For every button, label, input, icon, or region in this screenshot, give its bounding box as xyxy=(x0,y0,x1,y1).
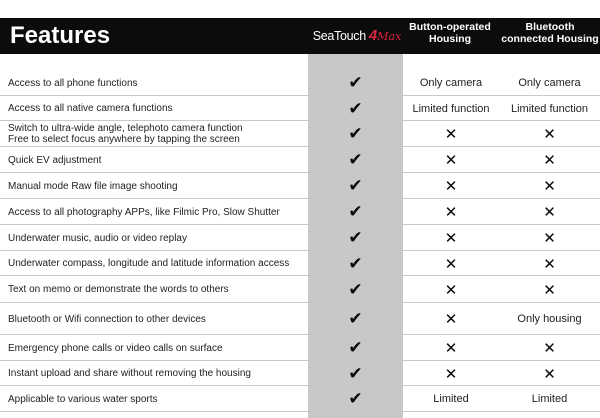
page-title: Features xyxy=(10,22,111,49)
check-icon: ✔ xyxy=(348,150,363,169)
bluetooth-cell xyxy=(499,173,600,199)
bluetooth-cell xyxy=(499,386,600,412)
seatouch-cell xyxy=(308,96,403,121)
brand-suffix: Max xyxy=(377,30,402,43)
table-row xyxy=(0,386,600,412)
seatouch-cell xyxy=(308,121,403,147)
button-cell xyxy=(403,173,499,199)
seatouch-cell xyxy=(308,386,403,412)
seatouch-cell xyxy=(308,147,403,173)
feature-label xyxy=(8,147,300,173)
cross-icon: ✕ xyxy=(543,340,556,357)
cell-text: Only housing xyxy=(517,313,582,325)
cell-text: Only camera xyxy=(518,77,581,89)
bluetooth-cell xyxy=(499,303,600,335)
feature-label-line: Applicable to various water sports xyxy=(8,393,158,405)
button-cell xyxy=(403,335,499,361)
table-row xyxy=(0,225,600,251)
feature-label-line: Text on memo or demonstrate the words to others xyxy=(8,284,229,295)
cell-text: Limited function xyxy=(510,102,589,115)
button-cell xyxy=(403,147,499,173)
table-row xyxy=(0,173,600,199)
table-row xyxy=(0,361,600,386)
feature-label xyxy=(8,173,300,199)
cell-text: Limited xyxy=(531,393,568,405)
feature-label-line: Instant upload and share without removing the housing xyxy=(8,368,251,379)
feature-label-line: Switch to ultra-wide angle, telephoto camera function xyxy=(8,123,243,134)
brand-number: 4 xyxy=(368,27,378,44)
cross-icon: ✕ xyxy=(543,204,556,221)
table-row xyxy=(0,303,600,335)
feature-label xyxy=(8,303,300,335)
feature-label xyxy=(8,199,300,225)
button-cell xyxy=(403,199,499,225)
seatouch-cell xyxy=(308,70,403,96)
check-icon: ✔ xyxy=(348,124,363,143)
seatouch-cell xyxy=(308,361,403,386)
feature-label xyxy=(8,251,300,276)
cell-text: Limited xyxy=(433,393,469,405)
bluetooth-cell xyxy=(499,199,600,225)
feature-label-line: Underwater compass, longitude and latitude information access xyxy=(8,258,290,269)
button-cell xyxy=(403,251,499,276)
cross-icon: ✕ xyxy=(543,255,556,273)
column-header-line: Button-operated xyxy=(409,21,491,33)
check-icon: ✔ xyxy=(348,363,363,383)
feature-label xyxy=(8,225,300,251)
check-icon: ✔ xyxy=(348,309,363,328)
feature-label-line: Access to all native camera functions xyxy=(8,103,173,114)
feature-label xyxy=(8,335,300,361)
cross-icon: ✕ xyxy=(444,281,458,299)
feature-label-line: Bluetooth or Wifi connection to other devices xyxy=(8,313,206,325)
cross-icon: ✕ xyxy=(444,152,458,169)
button-cell xyxy=(403,303,499,335)
cross-icon: ✕ xyxy=(543,178,556,195)
feature-label xyxy=(8,121,300,147)
check-icon: ✔ xyxy=(348,228,363,247)
check-icon: ✔ xyxy=(348,253,363,273)
seatouch-cell xyxy=(308,251,403,276)
bluetooth-cell xyxy=(499,70,600,96)
feature-label xyxy=(8,386,300,412)
feature-label-line: Access to all phone functions xyxy=(8,77,138,89)
table-row xyxy=(0,251,600,276)
row-divider xyxy=(0,411,308,412)
table-row xyxy=(0,199,600,225)
table-row xyxy=(0,276,600,303)
table-row xyxy=(0,96,600,121)
seatouch-cell xyxy=(308,199,403,225)
cross-icon: ✕ xyxy=(444,178,458,195)
bluetooth-cell xyxy=(499,361,600,386)
column-header-line: connected Housing xyxy=(501,32,599,45)
check-icon: ✔ xyxy=(348,279,363,299)
bluetooth-cell xyxy=(499,276,600,303)
table-row xyxy=(0,70,600,96)
feature-label-line: Emergency phone calls or video calls on surface xyxy=(8,342,223,354)
column-header-line: Bluetooth xyxy=(525,21,575,33)
cross-icon: ✕ xyxy=(444,230,458,247)
table-row xyxy=(0,121,600,147)
seatouch-cell xyxy=(308,173,403,199)
check-icon: ✔ xyxy=(348,202,363,221)
check-icon: ✔ xyxy=(348,176,363,195)
cross-icon: ✕ xyxy=(543,152,556,169)
cross-icon: ✕ xyxy=(444,365,458,383)
seatouch-cell xyxy=(308,335,403,361)
feature-label xyxy=(8,96,300,121)
button-cell xyxy=(403,361,499,386)
button-cell xyxy=(403,70,499,96)
check-icon: ✔ xyxy=(348,73,363,92)
bluetooth-cell xyxy=(499,225,600,251)
feature-label xyxy=(8,361,300,386)
check-icon: ✔ xyxy=(348,389,363,408)
button-cell xyxy=(403,276,499,303)
bluetooth-cell xyxy=(499,251,600,276)
cross-icon: ✕ xyxy=(444,340,458,357)
column-header-line: Housing xyxy=(429,32,471,45)
feature-label-line: Free to select focus anywhere by tapping the screen xyxy=(8,134,240,145)
cross-icon: ✕ xyxy=(444,126,458,143)
feature-label-line: Underwater music, audio or video replay xyxy=(8,232,187,244)
bluetooth-cell xyxy=(499,335,600,361)
cross-icon: ✕ xyxy=(444,204,458,221)
column-header-bluetooth-housing xyxy=(500,22,600,52)
column-header-button-housing xyxy=(402,22,498,52)
cross-icon: ✕ xyxy=(543,365,556,383)
cell-text: Limited function xyxy=(412,102,490,115)
cross-icon: ✕ xyxy=(543,126,556,143)
check-icon: ✔ xyxy=(348,98,363,118)
brand-name: SeaTouch xyxy=(312,29,366,43)
cross-icon: ✕ xyxy=(444,311,458,328)
row-divider xyxy=(403,411,600,412)
feature-label xyxy=(8,276,300,303)
bluetooth-cell xyxy=(499,96,600,121)
seatouch-cell xyxy=(308,225,403,251)
bluetooth-cell xyxy=(499,121,600,147)
feature-label-line: Quick EV adjustment xyxy=(8,154,102,166)
button-cell xyxy=(403,96,499,121)
cross-icon: ✕ xyxy=(543,281,556,299)
bluetooth-cell xyxy=(499,147,600,173)
feature-label xyxy=(8,70,300,96)
table-row xyxy=(0,335,600,361)
seatouch-cell xyxy=(308,276,403,303)
button-cell xyxy=(403,386,499,412)
table-row xyxy=(0,147,600,173)
brand-logo xyxy=(303,18,411,54)
cell-text: Only camera xyxy=(419,77,483,89)
button-cell xyxy=(403,225,499,251)
button-cell xyxy=(403,121,499,147)
feature-label-line: Manual mode Raw file image shooting xyxy=(8,180,178,192)
seatouch-cell xyxy=(308,303,403,335)
cross-icon: ✕ xyxy=(444,255,458,273)
feature-label-line: Access to all photography APPs, like Filmic Pro, Slow Shutter xyxy=(8,206,280,218)
check-icon: ✔ xyxy=(348,338,363,357)
table-header xyxy=(0,18,600,54)
cross-icon: ✕ xyxy=(543,230,556,247)
